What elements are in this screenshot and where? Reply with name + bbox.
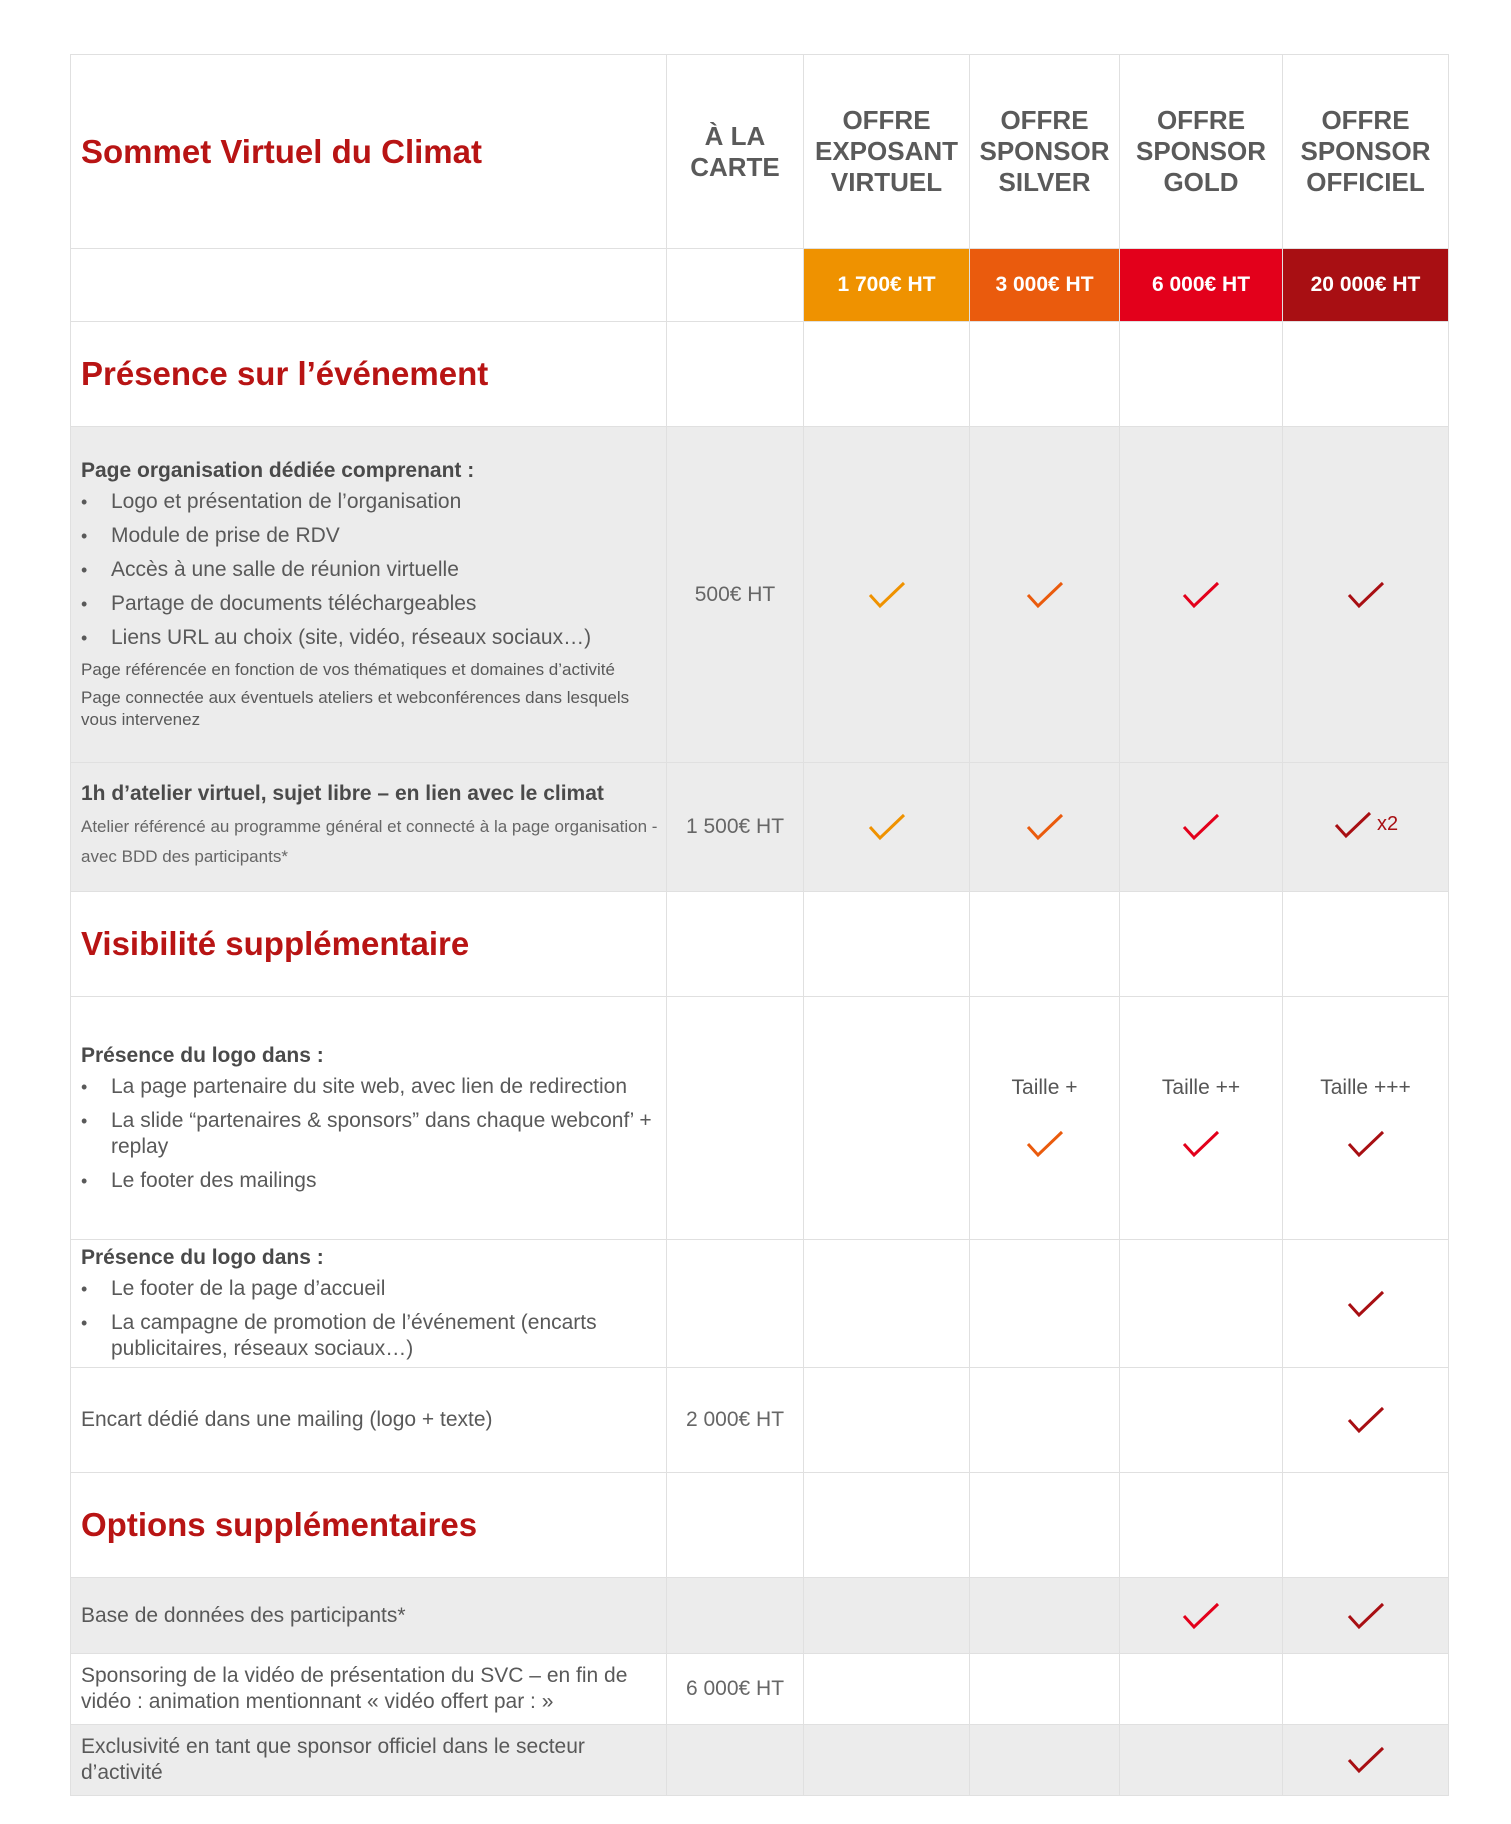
row-label: Base de données des participants* [81, 1603, 406, 1627]
col-a-la-carte: À LA CARTE [667, 55, 804, 249]
col-sponsor-officiel: OFFRE SPONSOR OFFICIEL [1283, 55, 1449, 249]
checkmark-icon [867, 579, 907, 611]
row-heading: 1h d’atelier virtuel, sujet libre – en lien avec le climat [81, 782, 604, 805]
size-label: Taille + [1011, 1076, 1078, 1099]
header-row [71, 55, 1449, 249]
section-row-presence [71, 322, 1449, 427]
list-item: • Partage de documents téléchargeables [81, 591, 666, 617]
price-silver: 3 000€ HT [970, 249, 1120, 322]
page-title: Sommet Virtuel du Climat [81, 132, 482, 170]
a-la-carte-price: 2 000€ HT [667, 1368, 804, 1473]
checkmark-icon [1346, 1288, 1386, 1320]
checkmark-icon [1346, 1404, 1386, 1436]
size-label: Taille ++ [1161, 1076, 1241, 1099]
row-note: Page connectée aux éventuels ateliers et webconférences dans lesquels vous intervenez [81, 687, 630, 729]
list-item: • La page partenaire du site web, avec lien de redirection [81, 1074, 666, 1100]
checkmark-icon [1025, 811, 1065, 843]
row-note: Page référencée en fonction de vos thématiques et domaines d’activité [81, 659, 615, 679]
list-item: • Le footer de la page d’accueil [81, 1276, 666, 1302]
checkmark-icon [1346, 1128, 1386, 1160]
col-exposant-virtuel: OFFRE EXPOSANT VIRTUEL [804, 55, 970, 249]
price-gold: 6 000€ HT [1120, 249, 1283, 322]
row-label: Sponsoring de la vidéo de présentation du SVC – en fin de vidéo : animation mentionnant « vidéo offert par : » [81, 1664, 628, 1713]
list-item: • La campagne de promotion de l’événement (encarts publicitaires, réseaux sociaux…) [81, 1310, 666, 1362]
price-row [71, 249, 1449, 322]
col-sponsor-gold: OFFRE SPONSOR GOLD [1120, 55, 1283, 249]
list-item: • Logo et présentation de l’organisation [81, 489, 666, 515]
pricing-table [70, 54, 1449, 1796]
checkmark-icon [867, 811, 907, 843]
bullet-list [81, 1276, 666, 1362]
checkmark-icon [1181, 579, 1221, 611]
checkmark-icon [1346, 579, 1386, 611]
row-logo-1 [71, 997, 1449, 1240]
bullet-list [81, 1074, 666, 1194]
row-page-organisation [71, 427, 1449, 763]
row-atelier [71, 763, 1449, 892]
row-logo-2 [71, 1240, 1449, 1368]
list-item: • Accès à une salle de réunion virtuelle [81, 557, 666, 583]
checkmark-icon [1346, 1600, 1386, 1632]
a-la-carte-price: 6 000€ HT [667, 1654, 804, 1725]
size-label: Taille +++ [1320, 1076, 1411, 1099]
section-row-options [71, 1473, 1449, 1578]
section-title-presence: Présence sur l’événement [81, 355, 489, 392]
row-label: Exclusivité en tant que sponsor officiel dans le secteur d’activité [81, 1735, 585, 1784]
section-title-visibilite: Visibilité supplémentaire [81, 925, 470, 962]
col-sponsor-silver: OFFRE SPONSOR SILVER [970, 55, 1120, 249]
row-heading: Page organisation dédiée comprenant : [81, 458, 475, 482]
price-officiel: 20 000€ HT [1283, 249, 1449, 322]
row-encart [71, 1368, 1449, 1473]
bullet-list [81, 489, 666, 651]
list-item: • Liens URL au choix (site, vidéo, réseaux sociaux…) [81, 625, 666, 651]
section-row-visibilite [71, 892, 1449, 997]
row-bdd [71, 1578, 1449, 1654]
row-exclusivite [71, 1725, 1449, 1796]
list-item: • Module de prise de RDV [81, 523, 666, 549]
a-la-carte-price: 500€ HT [667, 427, 804, 763]
row-video [71, 1654, 1449, 1725]
list-item: • Le footer des mailings [81, 1168, 666, 1194]
section-title-options: Options supplémentaires [81, 1506, 478, 1543]
a-la-carte-price: 1 500€ HT [667, 763, 804, 892]
row-label: Encart dédié dans une mailing (logo + texte) [81, 1408, 493, 1431]
checkmark-icon [1025, 579, 1065, 611]
checkmark-icon [1181, 811, 1221, 843]
row-heading: Présence du logo dans : [81, 1245, 324, 1269]
checkmark-icon [1181, 1600, 1221, 1632]
row-note: Atelier référencé au programme général et connecté à la page organisation - avec BDD des participants* [81, 817, 658, 866]
list-item: • La slide “partenaires & sponsors” dans chaque webconf’ + replay [81, 1108, 666, 1160]
price-exposant: 1 700€ HT [804, 249, 970, 322]
checkmark-icon [1025, 1128, 1065, 1160]
checkmark-icon [1333, 809, 1373, 841]
quantity-badge: x2 [1376, 813, 1399, 835]
row-heading: Présence du logo dans : [81, 1044, 324, 1067]
checkmark-icon [1346, 1744, 1386, 1776]
checkmark-icon [1181, 1128, 1221, 1160]
